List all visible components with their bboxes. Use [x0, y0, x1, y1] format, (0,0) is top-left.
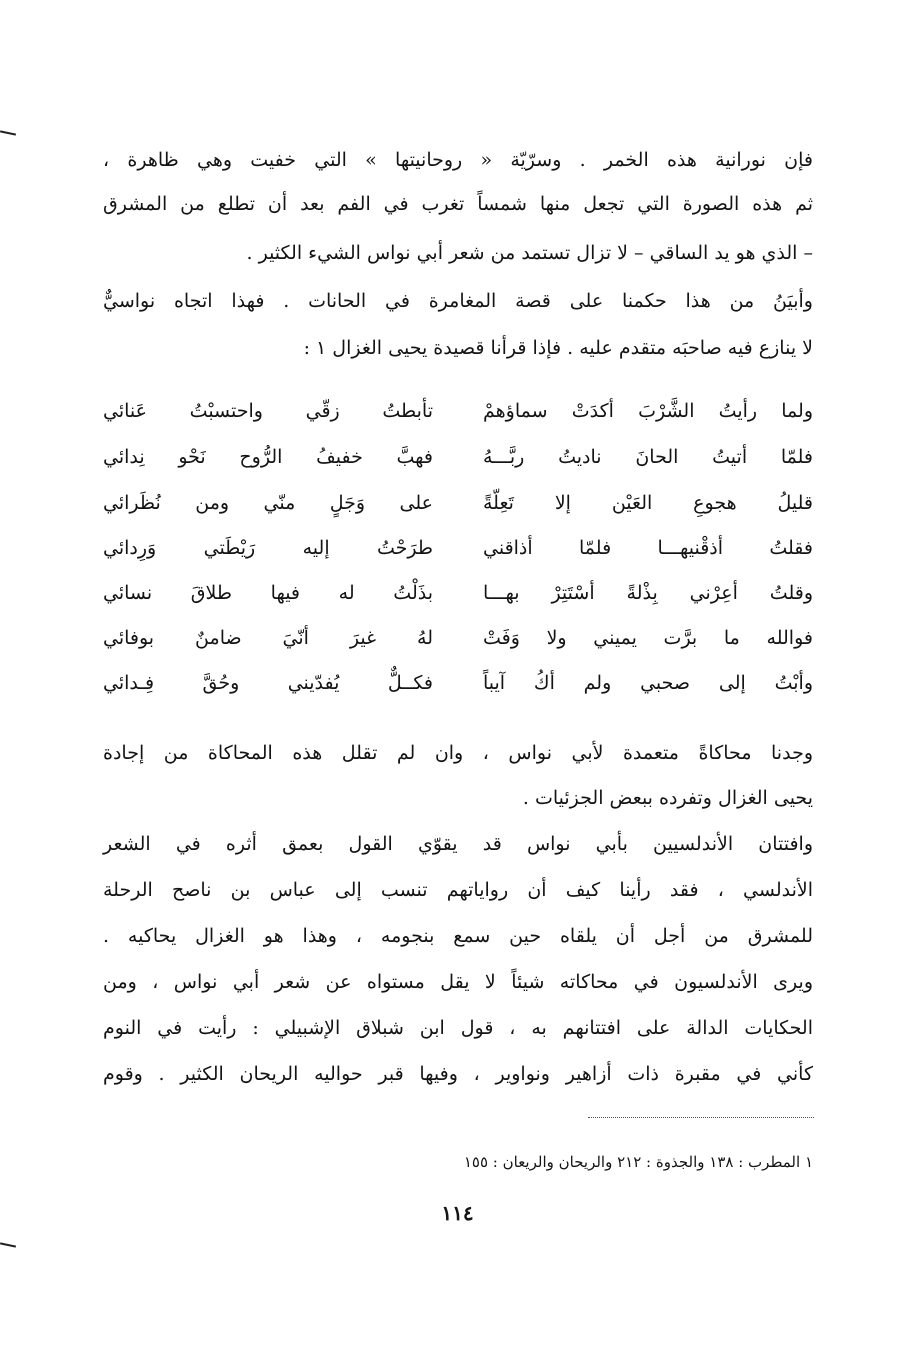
verse-second-hemistich: فهبَّ خفيفُ الرُّوح نَحْو نِدائي [103, 446, 433, 468]
footnote: ١ المطرب : ١٣٨ والجذوة : ٢١٢ والريحان والريعان : ١٥٥ [463, 1153, 813, 1171]
body-line: وأبيَنُ من هذا حكمنا على قصة المغامرة في الحانات . فهذا اتجاه نواسيٌّ [103, 290, 813, 312]
poem-verse [103, 578, 813, 608]
poem-verse [103, 533, 813, 563]
verse-first-hemistich: ولما رأيتُ الشَّرْبَ أكدَتْ سماؤهمْ [483, 400, 813, 422]
body-line: وجدنا محاكاةً متعمدة لأبي نواس ، وان لم تقلل هذه المحاكاة من إجادة [103, 742, 813, 764]
body-line: – الذي هو يد الساقي – لا تزال تستمد من شعر أبي نواس الشيء الكثير . [246, 242, 813, 264]
verse-first-hemistich: فلمّا أتيتُ الحانَ ناديتُ ربَّـــهُ [483, 446, 813, 468]
verse-first-hemistich: قليلُ هجوعِ العَيْن إلا تَعِلّةً [483, 492, 813, 514]
poem-verse [103, 668, 813, 698]
body-line: الحكايات الدالة على افتتانهم به ، قول ابن شبلاق الإشبيلي : رأيت في النوم [103, 1017, 813, 1039]
poem-verse [103, 442, 813, 472]
verse-first-hemistich: وأبْتُ إلى صحبي ولم أكُ آيباً [483, 672, 813, 694]
margin-mark-bottom [0, 1242, 16, 1247]
verse-second-hemistich: على وَجَلٍ منّي ومن نُظَرائي [103, 492, 433, 514]
body-line: الأندلسي ، فقد رأينا كيف أن رواياتهم تنسب إلى عباس بن ناصح الرحلة [103, 879, 813, 901]
verse-second-hemistich: طرَحْتُ إليه رَيْطَتي وَرِدائي [103, 537, 433, 559]
body-line: ويرى الأندلسيون في محاكاته شيئاً لا يقل مستواه عن شعر أبي نواس ، ومن [103, 971, 813, 993]
poem-verse [103, 623, 813, 653]
verse-first-hemistich: فوالله ما برَّت يميني ولا وَفَتْ [483, 627, 813, 649]
verse-second-hemistich: بذَلْتُ له فيها طلاقَ نسائي [103, 582, 433, 604]
verse-first-hemistich: فقلتُ أذقْنيهـــا فلمّا أذاقني [483, 537, 813, 559]
body-line: لا ينازع فيه صاحبَه متقدم عليه . فإذا قرأنا قصيدة يحيى الغزال ١ : [303, 337, 813, 359]
body-line: كأني في مقبرة ذات أزاهير ونواوير ، وفيها قبر حواليه الريحان الكثير . وقوم [103, 1063, 813, 1085]
body-line: ثم هذه الصورة التي تجعل منها شمساً تغرب في الفم بعد أن تطلع من المشرق [103, 193, 813, 215]
footnote-separator [588, 1117, 814, 1118]
body-line: فإن نورانية هذه الخمر . وسرّيّة « روحانيتها » التي خفيت وهي ظاهرة ، [103, 149, 814, 171]
margin-mark-top [0, 130, 16, 135]
poem-verse [103, 396, 813, 426]
verse-first-hemistich: وقلتُ أعِرْني بِذْلةً أسْتَتِرْ بهـــا [483, 582, 813, 604]
body-line: يحيى الغزال وتفرده ببعض الجزئيات . [522, 787, 813, 809]
body-line: للمشرق من أجل أن يلقاه حين سمع بنجومه ، وهذا هو الغزال يحاكيه . [103, 925, 813, 947]
page-number: ١١٤ [441, 1201, 474, 1225]
verse-second-hemistich: لهُ غيرَ أنّيَ ضامنٌ بوفائي [103, 627, 433, 649]
body-line: وافتتان الأندلسيين بأبي نواس قد يقوّي القول بعمق أثره في الشعر [103, 833, 813, 855]
verse-second-hemistich: تأبطتُ زقّي واحتسبْتُ عَنائي [103, 400, 433, 422]
poem-verse [103, 488, 813, 518]
verse-second-hemistich: فكــلٌّ يُفدّيني وحُقَّ فِـدائي [103, 672, 433, 694]
